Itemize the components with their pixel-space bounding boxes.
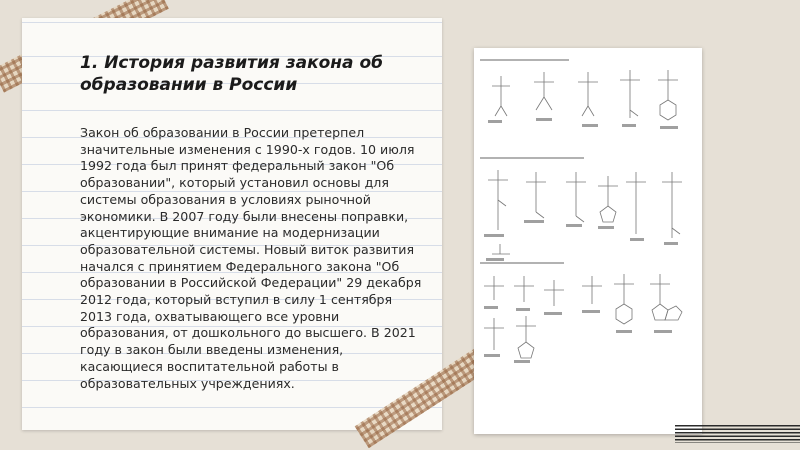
slide-body-text: Закон об образовании в России претерпел значительные изменения с 1990-х годов. 10 июля 1992 года был принят федеральный закон "Об образовании", который установил основы для системы образования в условиях рыночной экономики. В 2007 году были внесены поправки, акцентирующие внимание на модернизации образовательной системы. Новый виток развития начался с принятием Федерального закона "Об образовании в Российской Федерации" 29 декабря 2012 года, который вступил в силу 1 сентября 2013 года, охватывающего все уровни образования, от дошкольного до высшего. В 2021 году в закон были введены изменения, касающиеся воспитательной работы в образовательных учреждениях. [80,125,422,391]
chemical-structures-illustration [474,48,702,434]
decorative-stripes [675,425,800,443]
amino-acid-structures-image [474,48,702,434]
slide-title: 1. История развития закона об образовании в России [80,53,383,95]
